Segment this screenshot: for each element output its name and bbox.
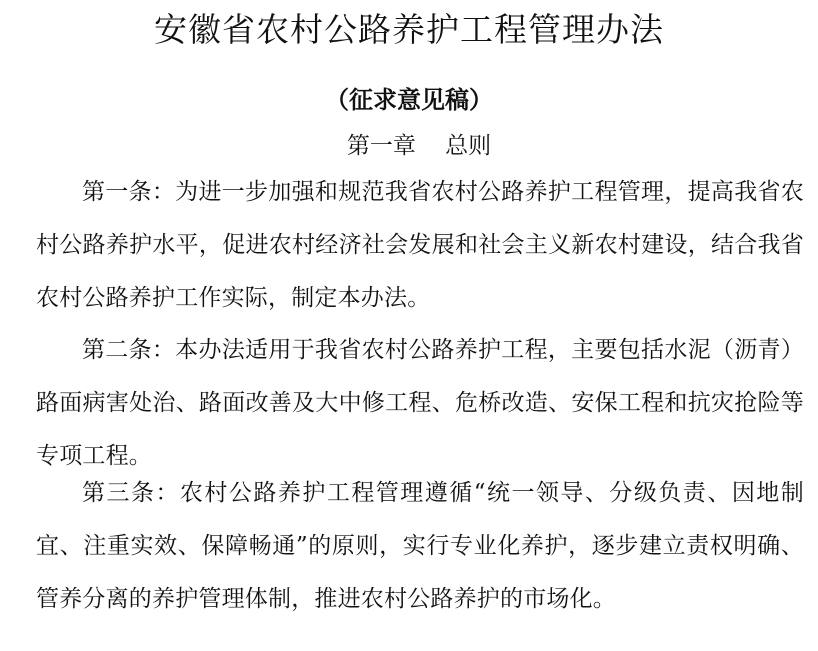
document-subtitle: （征求意见稿） bbox=[325, 85, 493, 114]
article-1: 第一条：为进一步加强和规范我省农村公路养护工程管理，提高我省农村公路养护水平，促进农村经济社会发展和社会主义新农村建设，结合我省农村公路养护工作实际，制定本办法。 bbox=[36, 179, 804, 311]
article-2: 第二条：本办法适用于我省农村公路养护工程，主要包括水泥（沥青）路面病害处治、路面改善及大中修工程、危桥改造、安保工程和抗灾抢险等专项工程。 bbox=[36, 337, 804, 469]
article-3: 第三条：农村公路养护工程管理遵循“统一领导、分级负责、因地制宜、注重实效、保障畅通”的原则，实行专业化养护，逐步建立责权明确、管养分离的养护管理体制，推进农村公路养护的市场化。 bbox=[36, 480, 804, 612]
chapter-heading: 第一章 总则 bbox=[346, 133, 492, 159]
document-title: 安徽省农村公路养护工程管理办法 bbox=[154, 10, 664, 49]
